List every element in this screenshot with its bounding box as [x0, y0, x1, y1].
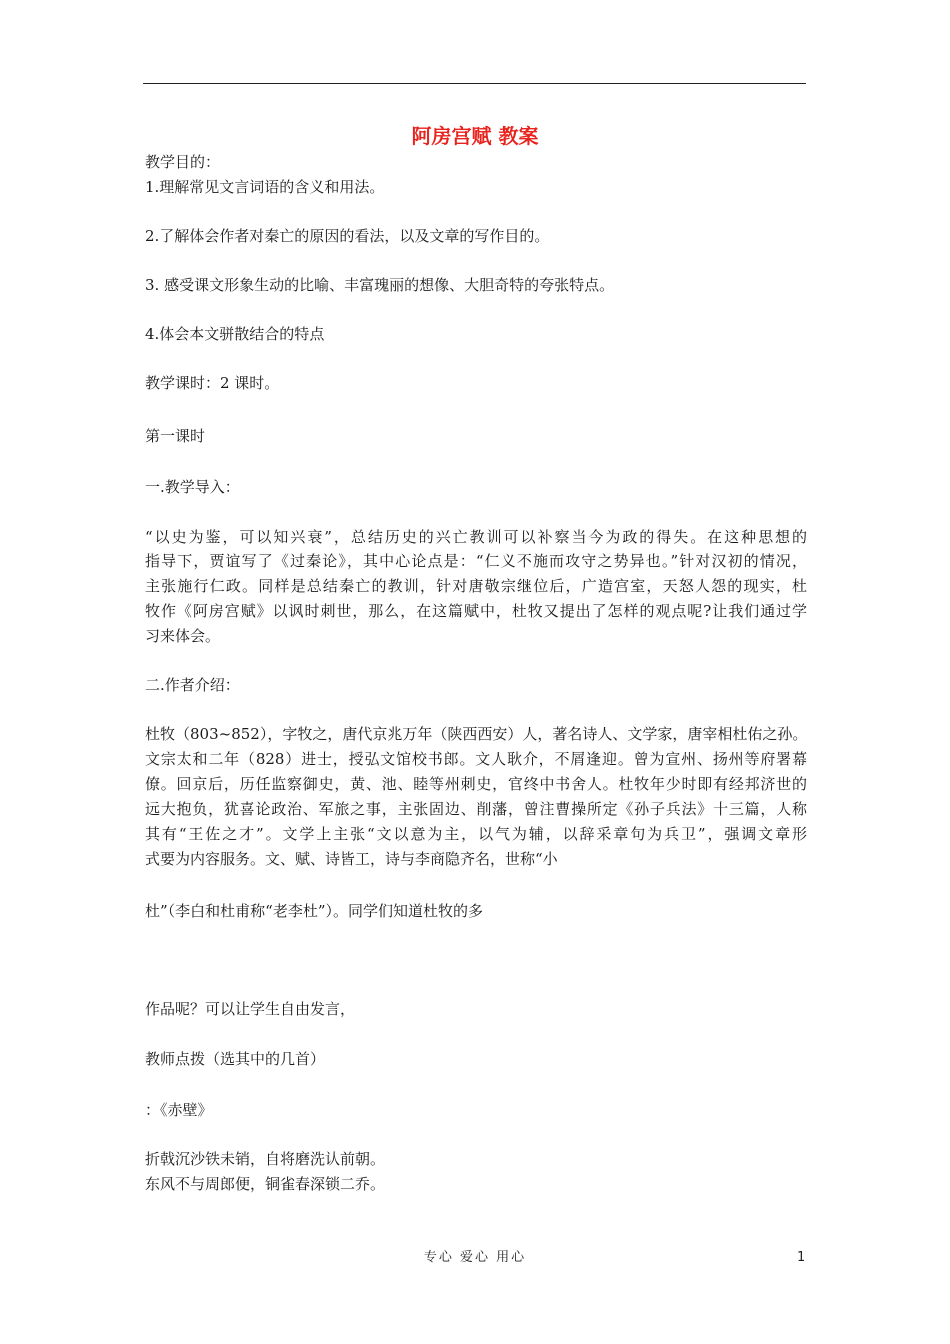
teaching-hours: 教学课时：2 课时。: [145, 374, 280, 392]
header-rule: [143, 83, 806, 84]
page-title: 阿房宫赋 教案: [411, 124, 539, 148]
intro-paragraph-line: “以史为鉴，可以知兴衰”，总结历史的兴亡教训可以补察当今为政的得失。在这种思想的: [145, 528, 807, 546]
author-paragraph-line: 僚。回京后，历任监察御史，黄、池、睦等州刺史，官终中书舍人。杜牧年少时即有经邦济世的: [145, 775, 807, 793]
works-question: 作品呢？可以让学生自由发言，: [145, 1000, 356, 1018]
author-paragraph-line: 文宗太和二年（828）进士，授弘文馆校书郎。文人耿介，不屑逢迎。曾为宣州、扬州等府署幕: [145, 750, 807, 768]
lesson-heading: 第一课时: [145, 427, 206, 445]
poem-title: ：《赤壁》: [145, 1101, 213, 1119]
footer-motto: 专心 爱心 用心: [423, 1250, 527, 1265]
poem-line: 东风不与周郎便，铜雀春深锁二乔。: [145, 1175, 386, 1193]
intro-paragraph-line: 牧作《阿房宫赋》以讽时刺世，那么，在这篇赋中，杜牧又提出了怎样的观点呢?让我们通过学: [145, 602, 807, 620]
author-paragraph-line: 其有“王佐之才”。文学上主张“文以意为主，以气为辅，以辞采章句为兵卫”，强调文章形: [145, 825, 807, 843]
objective-item: 4.体会本文骈散结合的特点: [145, 325, 325, 343]
author-paragraph-line: 式要为内容服务。文、赋、诗皆工，诗与李商隐齐名，世称“小: [145, 850, 558, 868]
teacher-hint: 教师点拨（选其中的几首）: [145, 1050, 326, 1068]
section-heading-intro: 一.教学导入：: [145, 478, 240, 496]
section-heading-author: 二.作者介绍：: [145, 676, 240, 694]
author-paragraph-continued: 杜”（李白和杜甫称“老李杜”）。同学们知道杜牧的多: [145, 902, 484, 920]
author-paragraph-line: 远大抱负，犹喜论政治、军旅之事，主张固边、削藩，曾注曹操所定《孙子兵法》十三篇，人称: [145, 800, 807, 818]
poem-line: 折戟沉沙铁未销，自将磨洗认前朝。: [145, 1150, 386, 1168]
objectives-heading: 教学目的：: [145, 153, 221, 171]
objective-item: 1.理解常见文言词语的含义和用法。: [145, 178, 385, 196]
author-paragraph-line: 杜牧（803~852），字牧之，唐代京兆万年（陕西西安）人，著名诗人、文学家，唐宰相杜佑之孙。: [145, 725, 808, 743]
intro-paragraph-line: 指导下，贾谊写了《过秦论》，其中心论点是：“仁义不施而攻守之势异也。”针对汉初的情况，: [145, 552, 807, 570]
intro-paragraph-line: 主张施行仁政。同样是总结秦亡的教训，针对唐敬宗继位后，广造宫室，天怒人怨的现实，杜: [145, 577, 807, 595]
intro-paragraph-line: 习来体会。: [145, 627, 221, 645]
objective-item: 2.了解体会作者对秦亡的原因的看法，以及文章的写作目的。: [145, 227, 550, 245]
page-number: 1: [797, 1250, 806, 1265]
objective-item: 3. 感受课文形象生动的比喻、丰富瑰丽的想像、大胆奇特的夸张特点。: [145, 276, 615, 294]
